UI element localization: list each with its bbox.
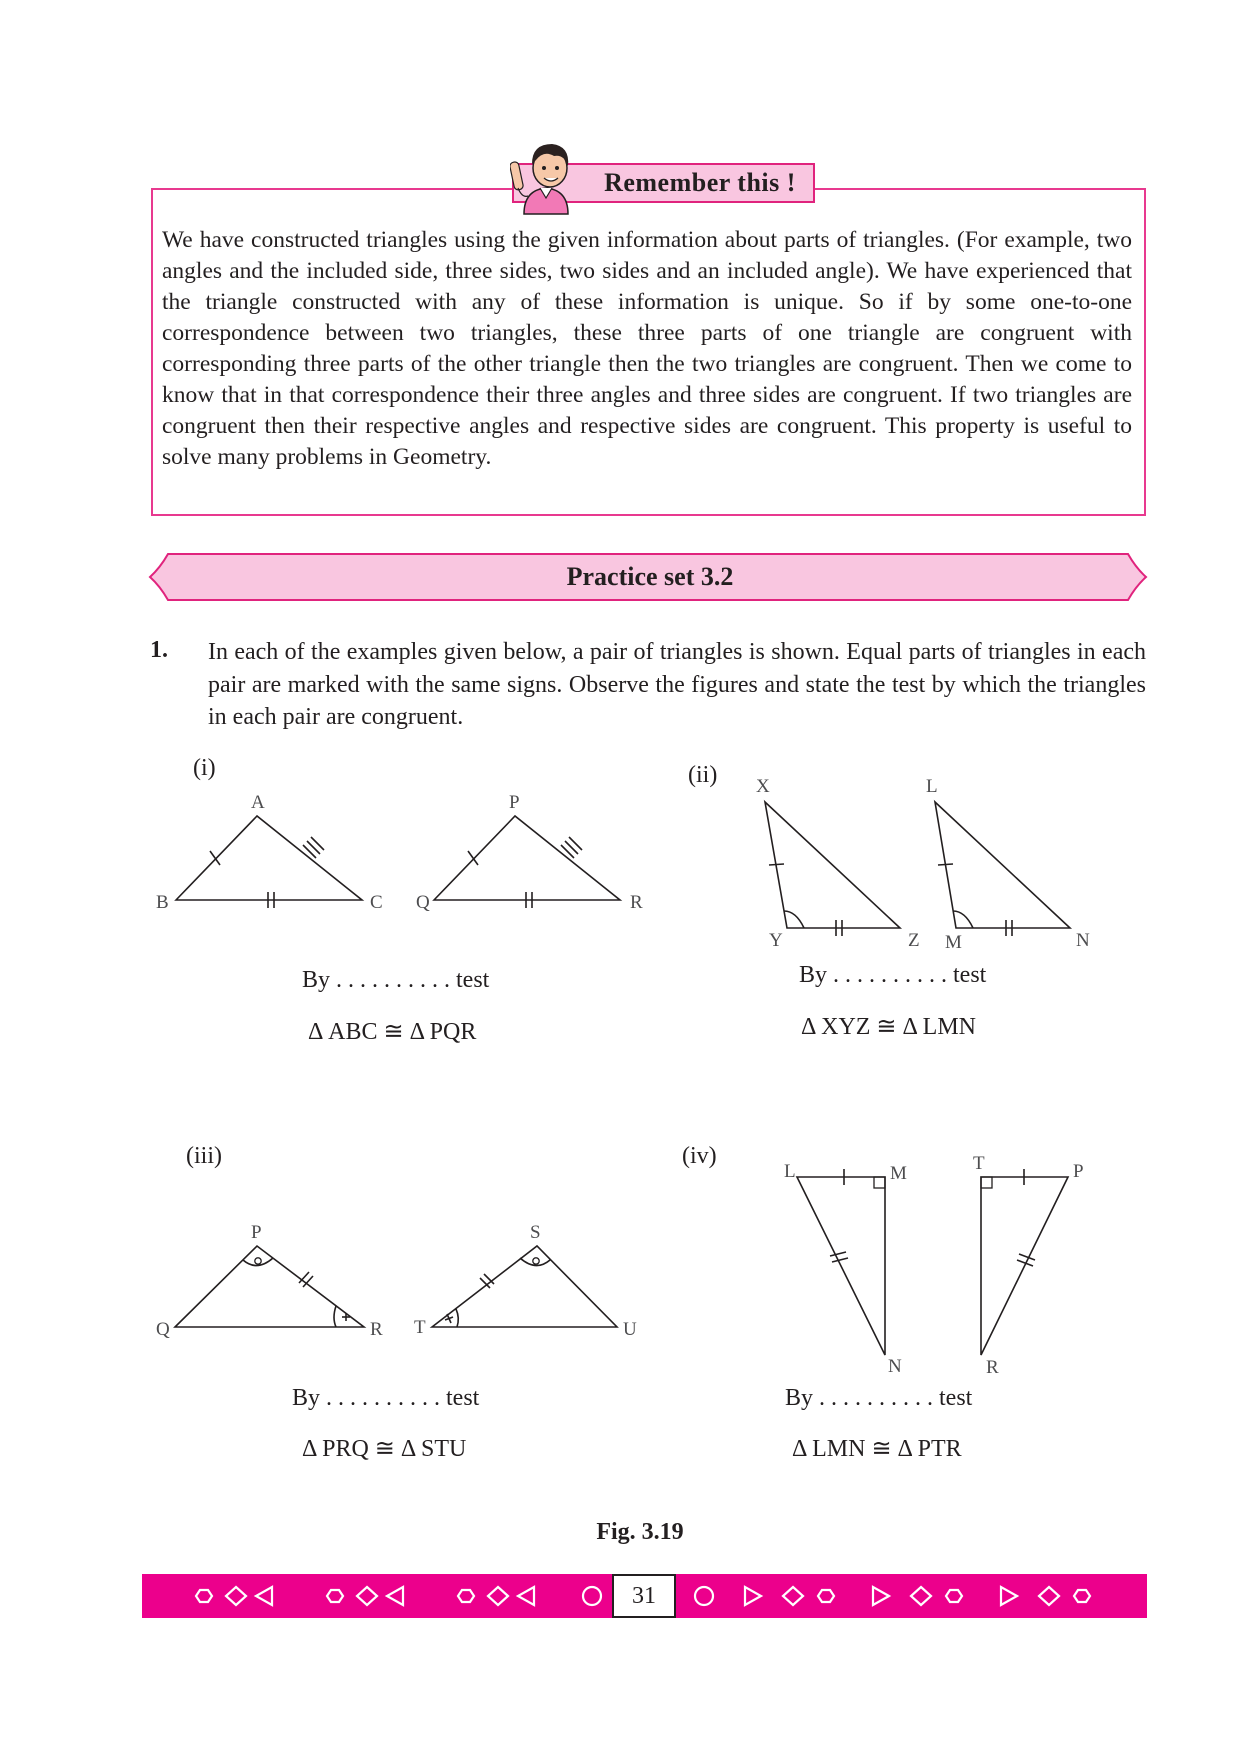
figure-iii-by-test: By . . . . . . . . . . test <box>292 1385 480 1411</box>
figure-iii-congruence: Δ PRQ ≅ Δ STU <box>302 1436 467 1462</box>
vertex-label: P <box>251 1222 262 1243</box>
page-number: 31 <box>612 1574 676 1618</box>
vertex-label: Z <box>908 930 920 951</box>
vertex-label: U <box>623 1319 637 1340</box>
vertex-label: M <box>890 1163 907 1184</box>
vertex-label: R <box>986 1357 999 1378</box>
vertex-label: N <box>1076 930 1090 951</box>
figure-label-iv: (iv) <box>682 1143 717 1169</box>
vertex-label: C <box>370 892 383 913</box>
question-text: In each of the examples given below, a pair of triangles is shown. Equal parts of triangles in each pair are marked with the same signs. Observe the figures and state the test by which the triangles in each pair are congruent. <box>208 639 1146 730</box>
figure-label-iii: (iii) <box>186 1143 222 1169</box>
figure-label-i: (i) <box>193 755 216 781</box>
figure-label-ii: (ii) <box>688 762 718 788</box>
boy-mascot-icon <box>510 138 582 216</box>
vertex-label: S <box>530 1222 541 1243</box>
vertex-label: M <box>945 932 962 953</box>
figure-iv-congruence: Δ LMN ≅ Δ PTR <box>792 1436 962 1462</box>
figure-ii-congruence: Δ XYZ ≅ Δ LMN <box>801 1014 976 1040</box>
vertex-label: L <box>784 1161 796 1182</box>
question-number: 1. <box>150 637 168 663</box>
remember-text: We have constructed triangles using the given information about parts of triangles. (For example, two angles and the included side, three sides, two sides and an included angle). We have experienced that the triangle constructed with any of these information is unique. So if by some one-to-one correspondence between two triangles, these three parts of one triangle are congruent with corresponding three parts of the other triangle then the two triangles are congruent. Then we come to know that in that correspondence their three angles and three sides are congruent. If two triangles are congruent then their respective angles and respective sides are congruent. This property is useful to solve many problems in Geometry. <box>162 227 1132 470</box>
figure-caption: Fig. 3.19 <box>596 1519 684 1545</box>
figure-iv-by-test: By . . . . . . . . . . test <box>785 1385 973 1411</box>
vertex-label: R <box>630 892 643 913</box>
vertex-label: Y <box>769 930 783 951</box>
vertex-label: T <box>414 1317 426 1338</box>
remember-title: Remember this ! <box>604 168 796 197</box>
vertex-label: P <box>1073 1161 1084 1182</box>
vertex-label: N <box>888 1356 902 1377</box>
figure-iv-triangles <box>770 1150 1110 1380</box>
vertex-label: A <box>251 792 265 813</box>
vertex-label: X <box>756 776 770 797</box>
vertex-label: R <box>370 1319 383 1340</box>
vertex-label: B <box>156 892 169 913</box>
vertex-label: P <box>509 792 520 813</box>
vertex-label: L <box>926 776 938 797</box>
figure-i-by-test: By . . . . . . . . . . test <box>302 967 490 993</box>
figure-ii-triangles <box>740 765 1120 955</box>
vertex-label: Q <box>416 892 430 913</box>
figure-i-triangles <box>150 790 650 920</box>
practice-title: Practice set 3.2 <box>566 562 734 591</box>
vertex-label: T <box>973 1153 985 1174</box>
figure-iii-triangles <box>150 1220 650 1350</box>
figure-i-congruence: Δ ABC ≅ Δ PQR <box>308 1019 477 1045</box>
figure-ii-by-test: By . . . . . . . . . . test <box>799 962 987 988</box>
vertex-label: Q <box>156 1319 170 1340</box>
